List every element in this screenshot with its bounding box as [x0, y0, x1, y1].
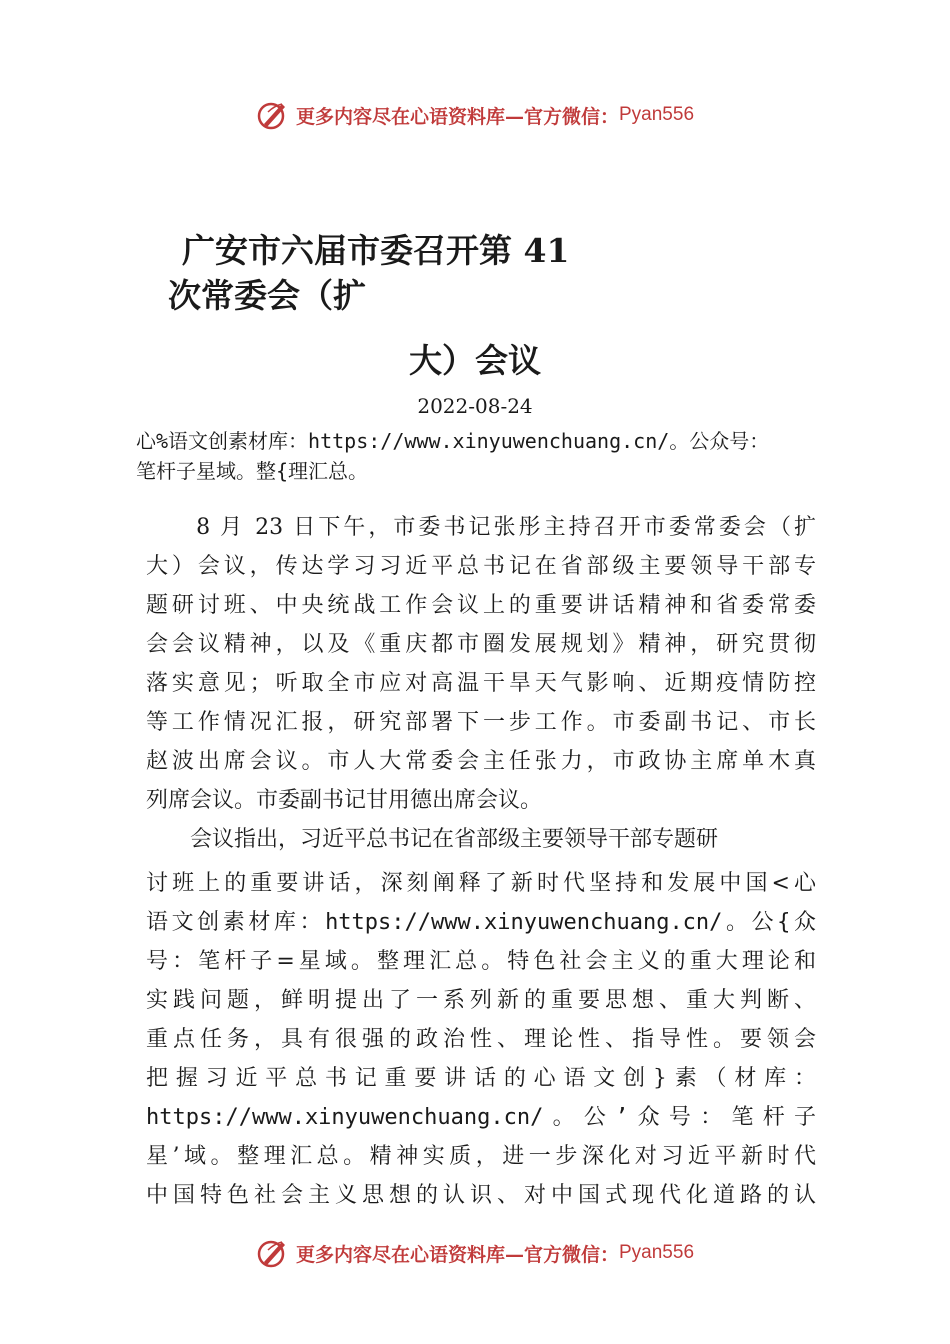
source-note-line-1: 心%语文创素材库：https://www.xinyuwenchuang.cn/。公众号： — [136, 429, 770, 453]
body-line: 实践问题，鲜明提出了一系列新的重要思想、重大判断、 — [146, 988, 816, 1013]
body-line: 落实意见；听取全市应对高温干旱天气影响、近期疫情防控 — [146, 671, 816, 696]
top-banner — [0, 95, 950, 135]
title-line-2: 次常委会（扩 — [168, 276, 366, 315]
wechat-id: Pyan556 — [619, 104, 695, 125]
quill-logo-icon — [256, 1236, 290, 1270]
banner-text: 更多内容尽在心语资料库—官方微信： — [295, 1243, 619, 1266]
body-line: 重点任务，具有很强的政治性、理论性、指导性。要领会 — [146, 1027, 816, 1052]
title-line-1: 广安市六届市委召开第 41 — [182, 231, 570, 270]
body-line: 把握习近平总书记重要讲话的心语文创}素（材库： — [146, 1066, 816, 1091]
body-line: 大）会议，传达学习习近平总书记在省部级主要领导干部专 — [146, 554, 816, 579]
bottom-banner — [0, 1233, 950, 1273]
body-line: 讨班上的重要讲话，深刻阐释了新时代坚持和发展中国<心 — [146, 871, 816, 896]
body-line: 会会议精神，以及《重庆都市圈发展规划》精神，研究贯彻 — [146, 632, 816, 657]
wechat-id: Pyan556 — [619, 1242, 695, 1263]
banner-text: 更多内容尽在心语资料库—官方微信： — [295, 105, 619, 128]
body-line: 题研讨班、中央统战工作会议上的重要讲话精神和省委常委 — [146, 593, 816, 618]
body-line: 列席会议。市委副书记甘用德出席会议。 — [146, 788, 543, 813]
title-line-3: 大）会议 — [409, 341, 541, 380]
body-line: 号：笔杆子=星域。整理汇总。特色社会主义的重大理论和 — [146, 949, 816, 974]
body-line: 会议指出，习近平总书记在省部级主要领导干部专题研 — [146, 827, 719, 852]
body-line: 语文创素材库：https://www.xinyuwenchuang.cn/。公{众 — [146, 910, 816, 935]
publish-date: 2022-08-24 — [417, 394, 533, 418]
body-line: 等工作情况汇报，研究部署下一步工作。市委副书记、市长 — [146, 710, 816, 735]
body-line: 中国特色社会主义思想的认识、对中国式现代化道路的认 — [146, 1183, 816, 1208]
body-line: 星’域。整理汇总。精神实质，进一步深化对习近平新时代 — [146, 1144, 816, 1169]
body-line: 赵波出席会议。市人大常委会主任张力，市政协主席单木真 — [146, 749, 816, 774]
quill-logo-icon — [256, 98, 290, 132]
body-line: https://www.xinyuwenchuang.cn/。公’众号：笔杆子 — [146, 1105, 816, 1130]
body-line: 8 月 23 日下午，市委书记张彤主持召开市委常委会（扩 — [146, 515, 816, 540]
source-note-line-2: 笔杆子星域。整{理汇总。 — [136, 459, 369, 483]
